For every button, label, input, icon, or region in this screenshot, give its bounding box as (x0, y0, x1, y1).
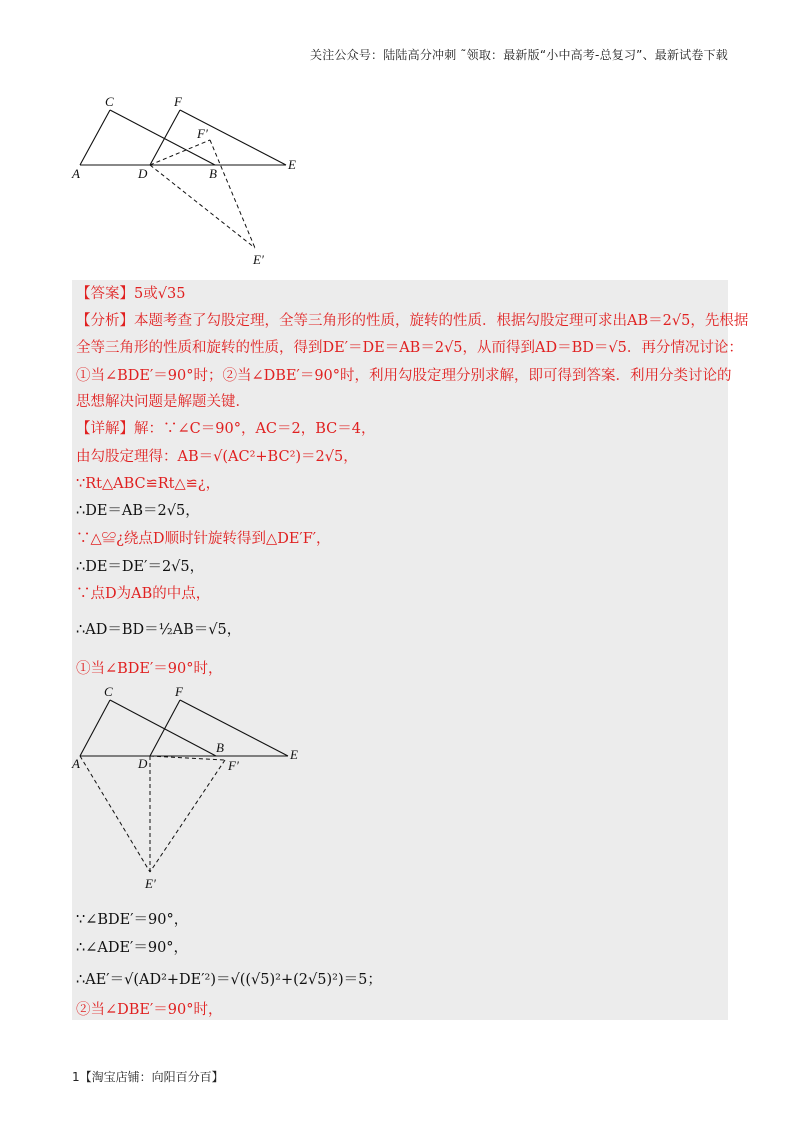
step-line-1: ∵∠BDE′＝90°， (76, 912, 189, 928)
geometry-figure-2 (70, 682, 310, 892)
analysis-line-1: 【分析】本题考查了勾股定理，全等三角形的性质，旋转的性质．根据勾股定理可求出AB＝2√5，先根据 (76, 313, 749, 329)
detail-line-1: 【详解】解：∵∠C＝90°，AC＝2，BC＝4， (76, 421, 376, 437)
fig2-label-D: D (138, 756, 148, 771)
detail-line-4: ∴DE＝AB＝2√5， (76, 503, 200, 519)
geometry-figure-1 (70, 92, 310, 272)
analysis-line-2: 全等三角形的性质和旋转的性质，得到DE′＝DE＝AB＝2√5，从而得到AD＝BD＝√5．再分情况讨论： (76, 340, 743, 356)
fig1-label-D: D (138, 166, 148, 181)
detail-line-8: ∴AD＝BD＝½AB＝√5， (76, 622, 242, 638)
fig2-label-F: F (175, 684, 183, 699)
fig1-label-E-prime: E′ (253, 252, 264, 267)
detail-line-7: ∵点D为AB的中点， (76, 586, 211, 602)
answer-line: 【答案】5或√35 (76, 286, 186, 302)
analysis-line-3: ①当∠BDE′＝90°时；②当∠DBE′＝90°时，利用勾股定理分别求解，即可得到答案．利用分类讨论的 (76, 368, 732, 384)
fig1-label-A: A (72, 166, 80, 181)
fig2-label-A: A (72, 756, 80, 771)
page-footer: 1【淘宝店铺：向阳百分百】 (72, 1070, 224, 1084)
step-line-3: ∴AE′＝√(AD²+DE′²)＝√((√5)²+(2√5)²)＝5； (76, 972, 382, 988)
step-line-2: ∴∠ADE′＝90°， (76, 940, 189, 956)
analysis-line-4: 思想解决问题是解题关键． (76, 394, 250, 410)
fig2-label-B: B (216, 740, 224, 755)
fig2-label-C: C (104, 684, 113, 699)
solution-panel (72, 280, 728, 1020)
detail-line-6: ∴DE＝DE′＝2√5， (76, 559, 205, 575)
page-header: 关注公众号：陆陆高分冲刺 ˜领取：最新版“小中高考-总复习”、最新试卷下载 (310, 48, 728, 62)
detail-line-3: ∵Rt△ABC≌Rt△≌¿， (76, 476, 221, 492)
fig1-label-F: F (174, 94, 182, 109)
fig2-label-E-prime: E′ (145, 876, 156, 891)
fig1-label-E: E (288, 157, 296, 172)
fig1-label-F-prime: F′ (197, 126, 208, 141)
case-1-heading: ①当∠BDE′＝90°时， (76, 661, 223, 677)
detail-line-5: ∵△≌¿绕点D顺时针旋转得到△DE′F′， (76, 531, 331, 547)
fig2-label-E: E (290, 747, 298, 762)
fig1-label-C: C (105, 94, 114, 109)
case-2-heading: ②当∠DBE′＝90°时， (76, 1002, 223, 1018)
fig2-label-F-prime: F′ (228, 758, 239, 773)
detail-line-2: 由勾股定理得：AB＝√(AC²+BC²)＝2√5， (76, 449, 358, 465)
fig1-label-B: B (209, 166, 217, 181)
